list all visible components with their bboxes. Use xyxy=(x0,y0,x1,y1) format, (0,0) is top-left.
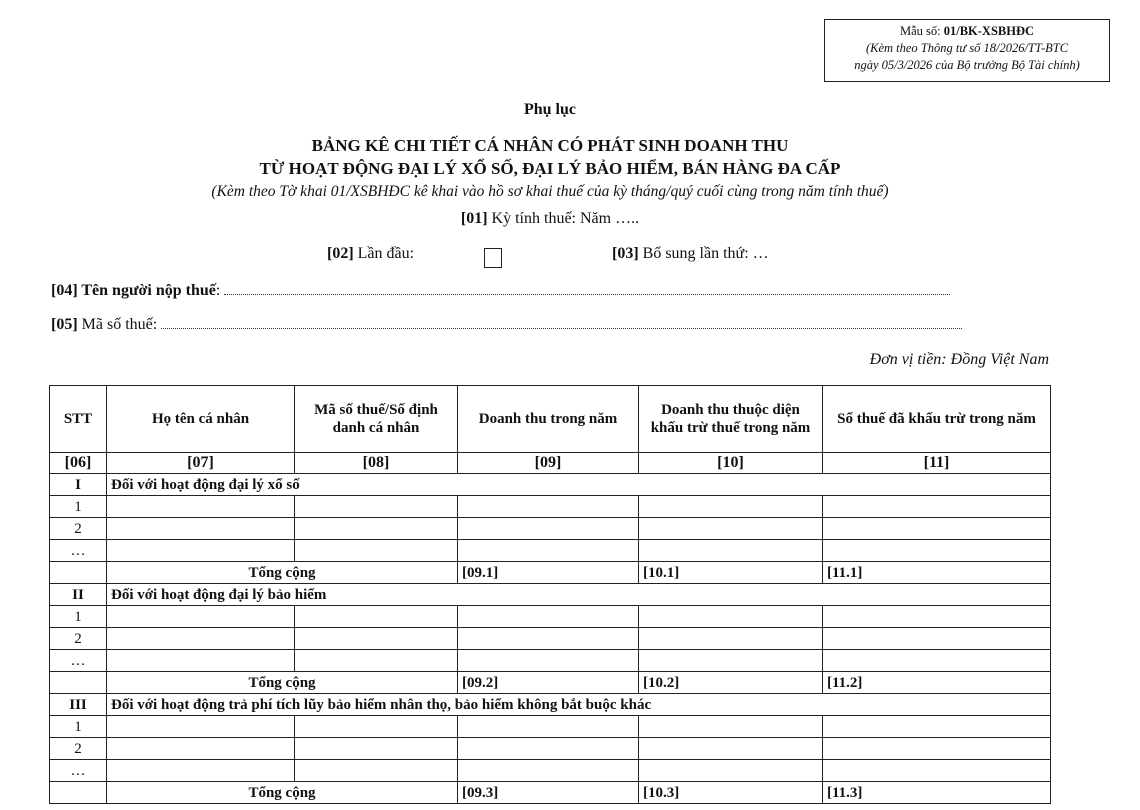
row-number: 2 xyxy=(50,738,107,760)
table-row xyxy=(50,540,1051,562)
currency-unit: Đơn vị tiền: Đồng Việt Nam xyxy=(869,351,1049,368)
cell-tax-withheld[interactable] xyxy=(823,628,1051,650)
row-number: 2 xyxy=(50,518,107,540)
cell-tax-withheld[interactable] xyxy=(823,540,1051,562)
cell-tax-id[interactable] xyxy=(295,650,458,672)
total-withholding-revenue: [10.1] xyxy=(639,562,823,584)
total-annual-revenue: [09.1] xyxy=(458,562,639,584)
cell-withholding-revenue[interactable] xyxy=(639,540,823,562)
empty-cell xyxy=(50,672,107,694)
cell-tax-id[interactable] xyxy=(295,518,458,540)
tax-id-field[interactable]: [05] Mã số thuế: xyxy=(51,316,962,334)
total-tax-withheld: [11.2] xyxy=(823,672,1051,694)
cell-withholding-revenue[interactable] xyxy=(639,606,823,628)
tax-period-field[interactable]: [01] Kỳ tính thuế: Năm ….. xyxy=(460,210,640,227)
col-header-tax-withheld: Số thuế đã khấu trừ trong năm xyxy=(823,386,1051,453)
cell-full-name[interactable] xyxy=(107,518,295,540)
col-header-withholding-revenue: Doanh thu thuộc diện khấu trừ thuế trong năm xyxy=(639,386,823,453)
form-number-box xyxy=(824,19,1110,82)
row-number: 2 xyxy=(50,628,107,650)
row-number: 1 xyxy=(50,716,107,738)
empty-cell xyxy=(50,562,107,584)
table-row xyxy=(50,738,1051,760)
cell-full-name[interactable] xyxy=(107,650,295,672)
cell-full-name[interactable] xyxy=(107,738,295,760)
col-header-annual-revenue: Doanh thu trong năm xyxy=(458,386,639,453)
cell-withholding-revenue[interactable] xyxy=(639,518,823,540)
section-title: Đối với hoạt động đại lý xổ số xyxy=(107,474,1051,496)
row-number: … xyxy=(50,650,107,672)
col-code: [09] xyxy=(458,453,639,474)
cell-tax-id[interactable] xyxy=(295,716,458,738)
section-row-life-insurance-premium xyxy=(50,694,1051,716)
cell-withholding-revenue[interactable] xyxy=(639,738,823,760)
cell-withholding-revenue[interactable] xyxy=(639,628,823,650)
cell-tax-withheld[interactable] xyxy=(823,496,1051,518)
col-code: [08] xyxy=(295,453,458,474)
supplement-field[interactable]: [03] Bổ sung lần thứ: … xyxy=(612,245,769,262)
cell-withholding-revenue[interactable] xyxy=(639,716,823,738)
total-row xyxy=(50,672,1051,694)
section-title: Đối với hoạt động trả phí tích lũy bảo hiểm nhân thọ, bảo hiểm không bắt buộc khác xyxy=(107,694,1051,716)
total-row xyxy=(50,562,1051,584)
cell-withholding-revenue[interactable] xyxy=(639,650,823,672)
cell-full-name[interactable] xyxy=(107,716,295,738)
cell-annual-revenue[interactable] xyxy=(458,628,639,650)
total-label: Tổng cộng xyxy=(107,562,458,584)
total-label: Tổng cộng xyxy=(107,672,458,694)
cell-annual-revenue[interactable] xyxy=(458,738,639,760)
total-withholding-revenue: [10.3] xyxy=(639,782,823,804)
cell-tax-id[interactable] xyxy=(295,628,458,650)
cell-full-name[interactable] xyxy=(107,606,295,628)
cell-tax-id[interactable] xyxy=(295,496,458,518)
cell-tax-id[interactable] xyxy=(295,540,458,562)
cell-annual-revenue[interactable] xyxy=(458,760,639,782)
cell-full-name[interactable] xyxy=(107,496,295,518)
section-title: Đối với hoạt động đại lý bảo hiểm xyxy=(107,584,1051,606)
taxpayer-name-input[interactable] xyxy=(224,282,950,295)
circular-reference-line1: (Kèm theo Thông tư số 18/2026/TT-BTC xyxy=(865,41,1069,55)
first-time-checkbox[interactable] xyxy=(484,248,502,268)
col-code: [10] xyxy=(639,453,823,474)
table-header-row xyxy=(50,386,1051,453)
cell-tax-withheld[interactable] xyxy=(823,606,1051,628)
total-tax-withheld: [11.1] xyxy=(823,562,1051,584)
cell-tax-withheld[interactable] xyxy=(823,650,1051,672)
col-code: [06] xyxy=(50,453,107,474)
document-subtitle: (Kèm theo Tờ khai 01/XSBHĐC kê khai vào hồ sơ khai thuế của kỳ tháng/quý cuối cùng trong năm tính thuế) xyxy=(211,183,889,200)
cell-tax-withheld[interactable] xyxy=(823,760,1051,782)
cell-annual-revenue[interactable] xyxy=(458,540,639,562)
section-number: I xyxy=(50,474,107,496)
document-title-line2: TỪ HOẠT ĐỘNG ĐẠI LÝ XỔ SỐ, ĐẠI LÝ BẢO HIỂM, BÁN HÀNG ĐA CẤP xyxy=(259,159,841,178)
cell-full-name[interactable] xyxy=(107,540,295,562)
table-row xyxy=(50,496,1051,518)
cell-annual-revenue[interactable] xyxy=(458,716,639,738)
total-annual-revenue: [09.3] xyxy=(458,782,639,804)
cell-withholding-revenue[interactable] xyxy=(639,496,823,518)
table-row xyxy=(50,518,1051,540)
first-time-label: [02] Lần đầu: xyxy=(327,245,415,262)
form-number: Mẫu số: 01/BK-XSBHĐC xyxy=(899,24,1035,38)
col-code: [11] xyxy=(823,453,1051,474)
appendix-heading: Phụ lục xyxy=(523,101,576,118)
row-number: … xyxy=(50,760,107,782)
column-codes-row xyxy=(50,453,1051,474)
row-number: 1 xyxy=(50,606,107,628)
cell-tax-withheld[interactable] xyxy=(823,716,1051,738)
cell-tax-id[interactable] xyxy=(295,606,458,628)
table-row xyxy=(50,650,1051,672)
total-withholding-revenue: [10.2] xyxy=(639,672,823,694)
cell-annual-revenue[interactable] xyxy=(458,518,639,540)
row-number: … xyxy=(50,540,107,562)
revenue-detail-table xyxy=(49,385,1051,804)
cell-withholding-revenue[interactable] xyxy=(639,760,823,782)
col-code: [07] xyxy=(107,453,295,474)
cell-annual-revenue[interactable] xyxy=(458,650,639,672)
taxpayer-name-field[interactable]: [04] Tên người nộp thuế: xyxy=(51,282,950,300)
empty-cell xyxy=(50,782,107,804)
section-number: III xyxy=(50,694,107,716)
cell-annual-revenue[interactable] xyxy=(458,496,639,518)
cell-full-name[interactable] xyxy=(107,628,295,650)
cell-tax-id[interactable] xyxy=(295,760,458,782)
section-number: II xyxy=(50,584,107,606)
table-row xyxy=(50,716,1051,738)
col-header-full-name: Họ tên cá nhân xyxy=(107,386,295,453)
table-row xyxy=(50,606,1051,628)
cell-tax-withheld[interactable] xyxy=(823,738,1051,760)
cell-tax-withheld[interactable] xyxy=(823,518,1051,540)
document-title-line1: BẢNG KÊ CHI TIẾT CÁ NHÂN CÓ PHÁT SINH DOANH THU xyxy=(311,136,789,155)
cell-tax-id[interactable] xyxy=(295,738,458,760)
circular-reference-line2: ngày 05/3/2026 của Bộ trưởng Bộ Tài chính) xyxy=(854,58,1080,72)
total-annual-revenue: [09.2] xyxy=(458,672,639,694)
section-row-lottery xyxy=(50,474,1051,496)
table-row xyxy=(50,628,1051,650)
cell-full-name[interactable] xyxy=(107,760,295,782)
row-number: 1 xyxy=(50,496,107,518)
section-row-insurance-agent xyxy=(50,584,1051,606)
total-row xyxy=(50,782,1051,804)
col-header-stt: STT xyxy=(50,386,107,453)
tax-id-input[interactable] xyxy=(161,316,962,329)
total-label: Tổng cộng xyxy=(107,782,458,804)
col-header-tax-id: Mã số thuế/Số định danh cá nhân xyxy=(295,386,458,453)
table-row xyxy=(50,760,1051,782)
cell-annual-revenue[interactable] xyxy=(458,606,639,628)
total-tax-withheld: [11.3] xyxy=(823,782,1051,804)
